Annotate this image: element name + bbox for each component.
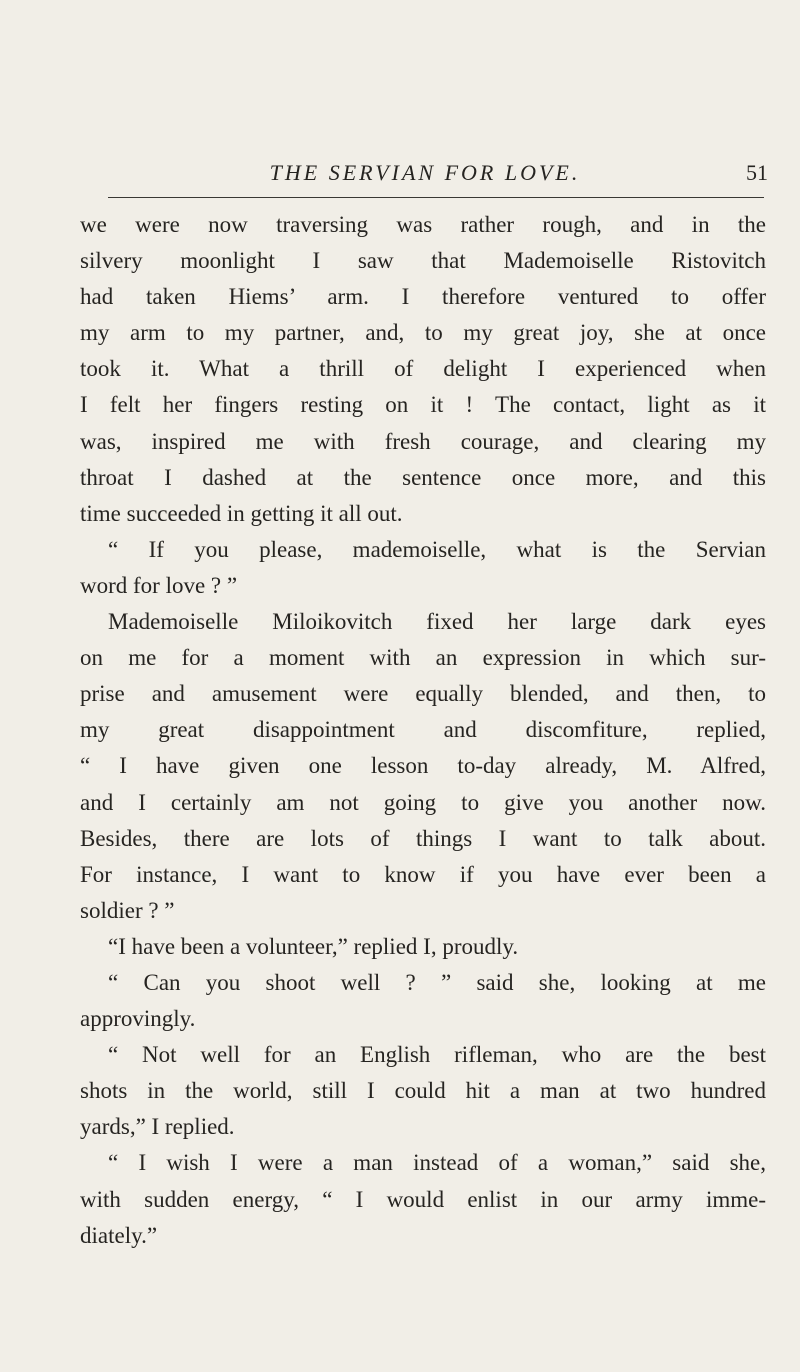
text-line: “ If you please, mademoiselle, what is the Servian <box>108 536 766 562</box>
text-line: my arm to my partner, and, to my great joy, she at once <box>80 320 766 346</box>
header-rule <box>108 197 764 198</box>
text-line: had taken Hiems’ arm. I therefore ventured to offer <box>80 284 766 310</box>
text-line: “ Can you shoot well ? ” said she, looking at me <box>108 969 766 995</box>
text-line: my great disappointment and discomfiture, replied, <box>80 717 766 743</box>
text-line: and I certainly am not going to give you another now. <box>80 789 766 815</box>
text-line: approvingly. <box>80 1006 196 1032</box>
text-line: “ Not well for an English rifleman, who are the best <box>108 1042 766 1068</box>
text-line: “ I wish I were a man instead of a woman,” said she, <box>108 1150 766 1176</box>
text-line: Besides, there are lots of things I want to talk about. <box>80 825 766 851</box>
text-line: with sudden energy, “ I would enlist in our army imme- <box>80 1186 766 1212</box>
text-line: took it. What a thrill of delight I experienced when <box>80 356 766 382</box>
text-line: “ I have given one lesson to-day already, M. Alfred, <box>80 753 766 779</box>
text-line: “I have been a volunteer,” replied I, proudly. <box>108 933 519 959</box>
text-line: shots in the world, still I could hit a man at two hundred <box>80 1078 766 1104</box>
text-line: silvery moonlight I saw that Mademoiselle Ristovitch <box>80 248 766 274</box>
text-line: I felt her fingers resting on it ! The contact, light as it <box>80 392 766 418</box>
text-line: word for love ? ” <box>80 572 238 598</box>
text-line: Mademoiselle Miloikovitch fixed her large dark eyes <box>108 609 766 635</box>
text-line: prise and amusement were equally blended, and then, to <box>80 681 766 707</box>
text-line: we were now traversing was rather rough, and in the <box>80 212 766 237</box>
text-line: yards,” I replied. <box>80 1114 235 1140</box>
body-text <box>80 207 766 1254</box>
text-line: soldier ? ” <box>80 897 175 923</box>
page-number: 51 <box>746 160 768 185</box>
text-line: was, inspired me with fresh courage, and clearing my <box>80 428 766 454</box>
text-line: on me for a moment with an expression in which sur- <box>80 645 766 671</box>
running-head-title: THE SERVIAN FOR LOVE. <box>269 160 581 185</box>
text-line: time succeeded in getting it all out. <box>80 500 403 526</box>
text-line: diately.” <box>80 1222 158 1248</box>
text-line: For instance, I want to know if you have ever been a <box>80 861 766 887</box>
text-line: throat I dashed at the sentence once more, and this <box>80 464 766 490</box>
